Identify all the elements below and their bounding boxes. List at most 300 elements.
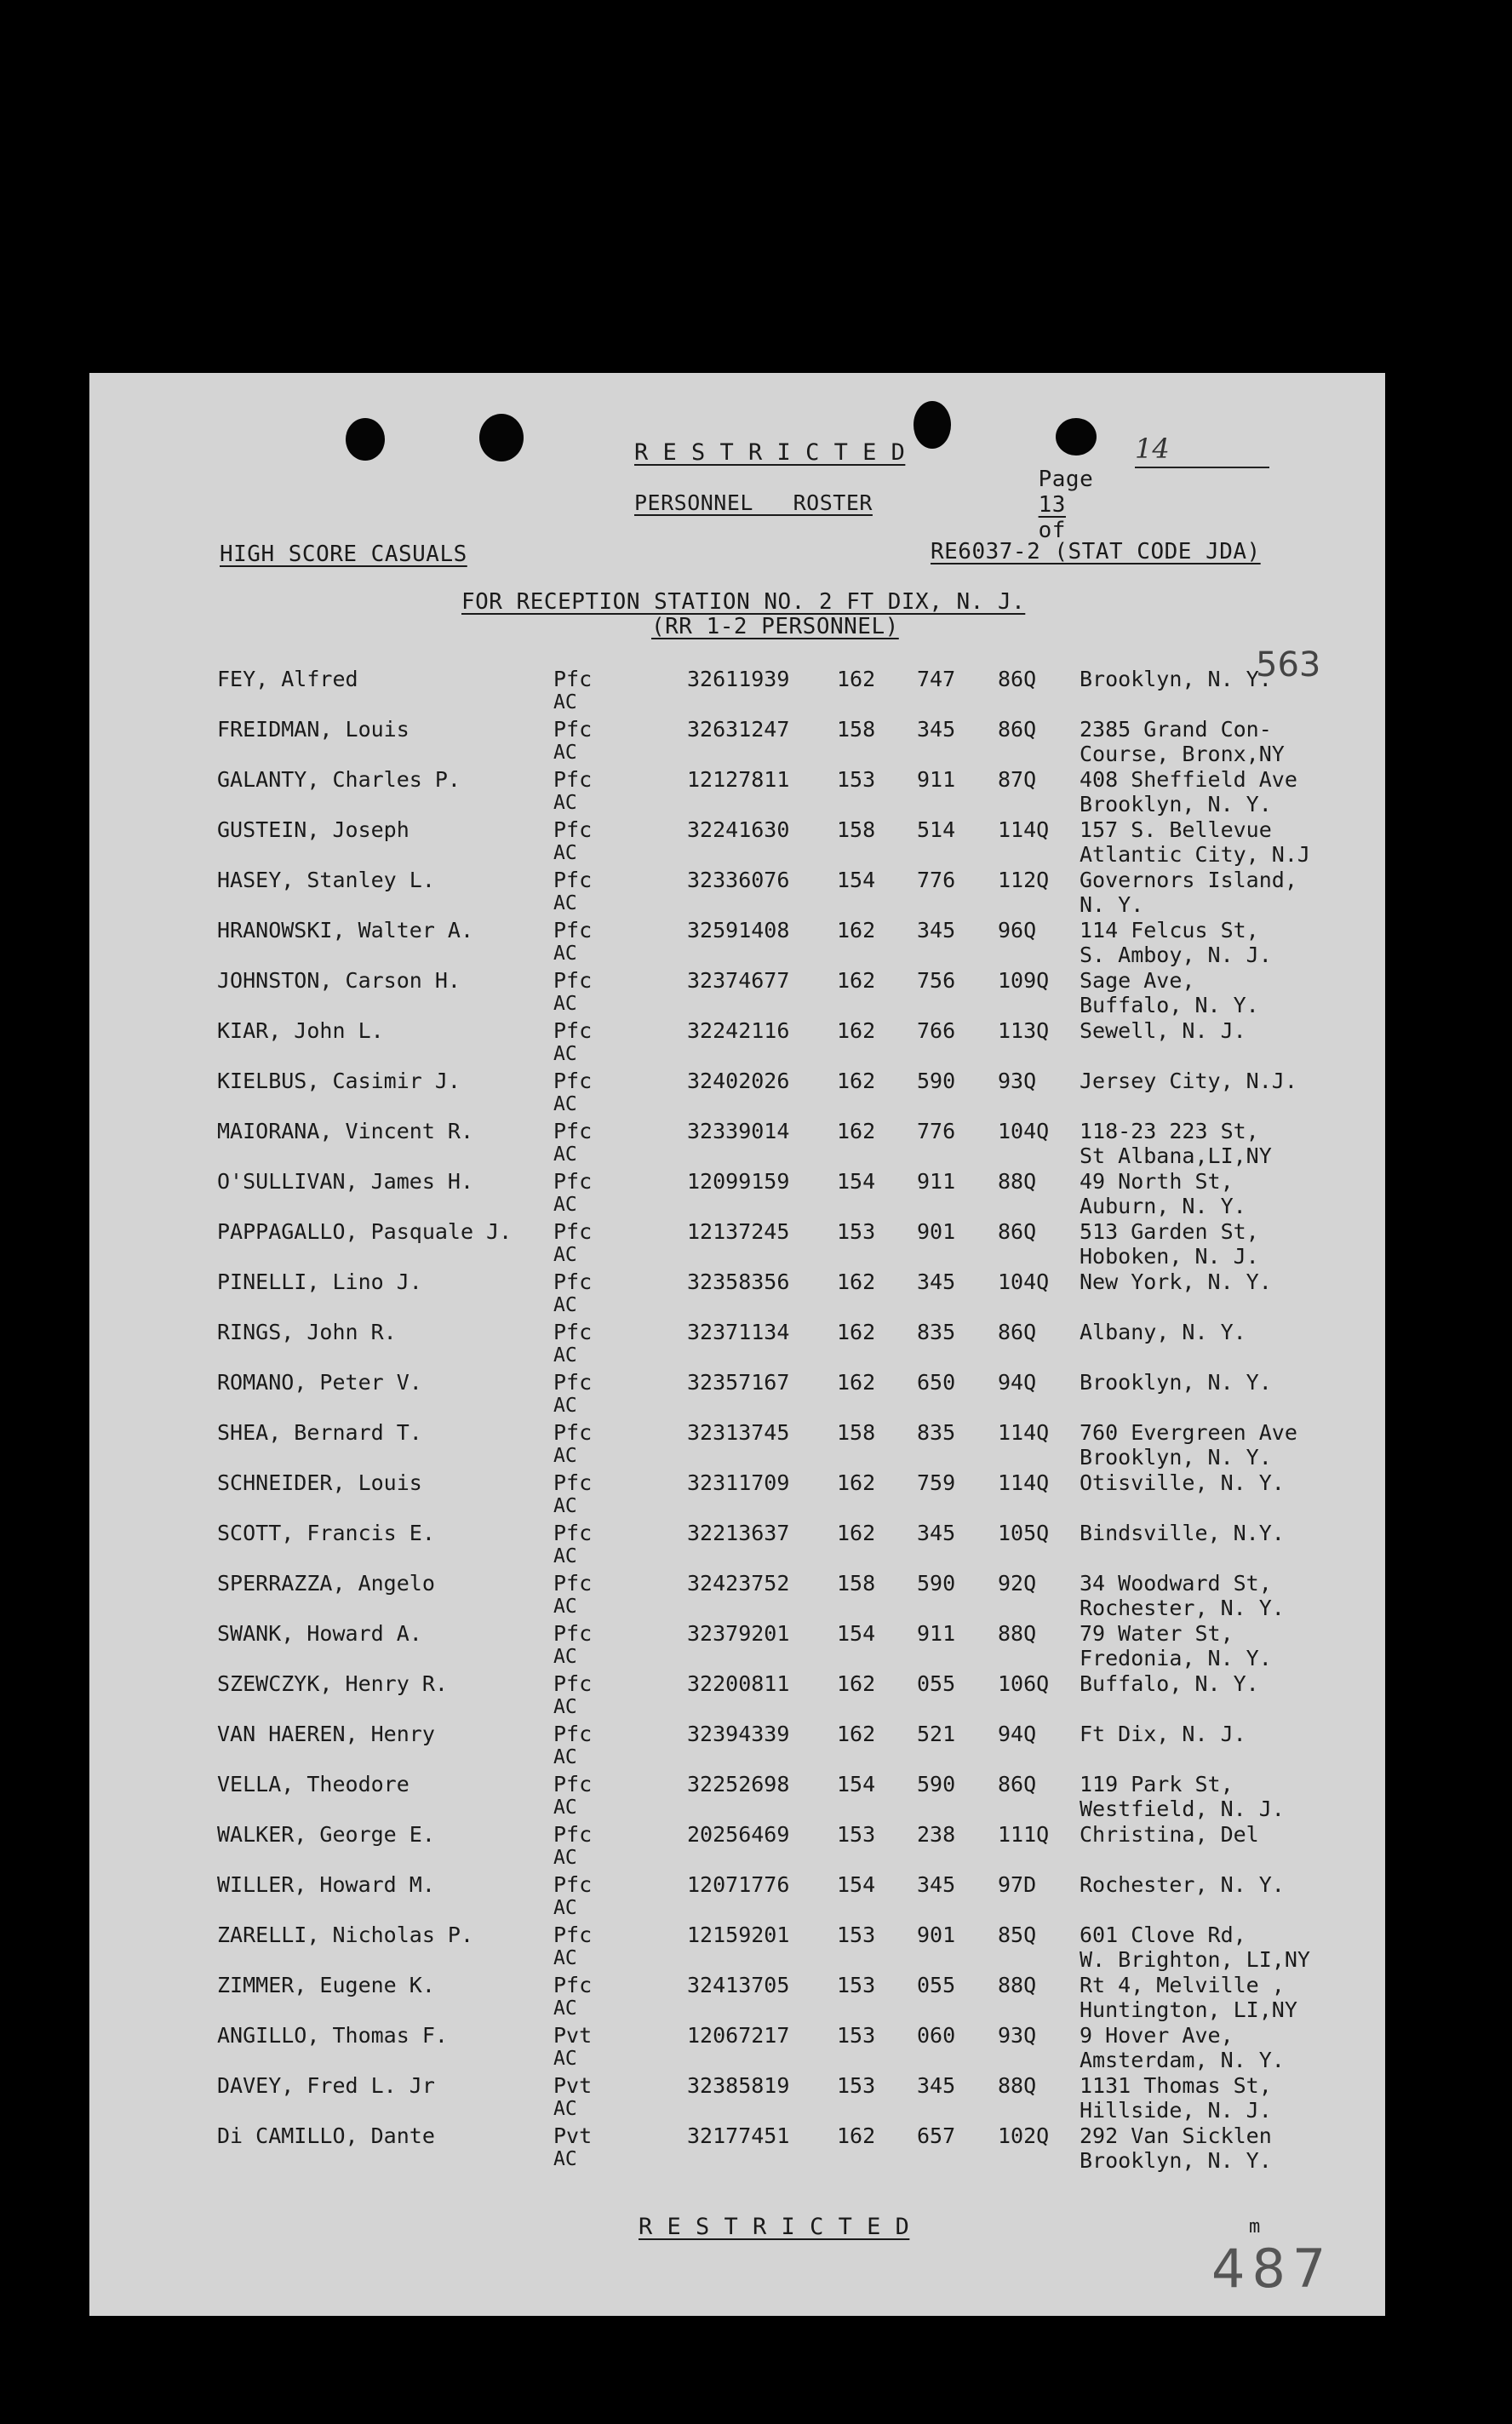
- code-1: 153: [837, 767, 876, 792]
- member-name: SCOTT, Francis E.: [217, 1521, 435, 1545]
- table-row: [89, 1872, 1385, 1923]
- code-3: 113Q: [998, 1018, 1050, 1043]
- code-3: 104Q: [998, 1119, 1050, 1143]
- code-1: 153: [837, 2023, 876, 2048]
- address-line-2: S. Amboy, N. J.: [1080, 943, 1272, 967]
- branch: AC: [553, 1194, 577, 1216]
- address-line-2: W. Brighton, LI,NY: [1080, 1947, 1310, 1972]
- rank: Pfc: [553, 1420, 593, 1445]
- code-2: 345: [917, 1269, 956, 1294]
- rank: Pvt: [553, 2123, 593, 2148]
- page-total-underline: [1135, 467, 1269, 468]
- branch: AC: [553, 1596, 577, 1618]
- address-line-1: Rochester, N. Y.: [1080, 1872, 1285, 1897]
- address-line-1: Brooklyn, N. Y.: [1080, 1370, 1272, 1395]
- code-1: 162: [837, 1671, 876, 1696]
- table-row: [89, 1822, 1385, 1872]
- member-name: FREIDMAN, Louis: [217, 717, 410, 742]
- rank: Pfc: [553, 1722, 593, 1746]
- code-2: 911: [917, 1621, 956, 1646]
- code-2: 521: [917, 1722, 956, 1746]
- address-line-1: Christina, Del: [1080, 1822, 1259, 1847]
- branch: AC: [553, 993, 577, 1015]
- code-1: 153: [837, 2073, 876, 2098]
- table-row: [89, 1973, 1385, 2023]
- branch: AC: [553, 1847, 577, 1869]
- serial-number: 12159201: [687, 1923, 790, 1947]
- address-line-2: Westfield, N. J.: [1080, 1797, 1285, 1821]
- code-2: 060: [917, 2023, 956, 2048]
- address-line-2: Brooklyn, N. Y.: [1080, 792, 1272, 817]
- code-3: 106Q: [998, 1671, 1050, 1696]
- branch: AC: [553, 2098, 577, 2120]
- table-row: [89, 717, 1385, 767]
- table-row: [89, 1069, 1385, 1119]
- address-line-1: Brooklyn, N. Y.: [1080, 667, 1272, 691]
- branch: AC: [553, 2148, 577, 2170]
- code-1: 162: [837, 2123, 876, 2148]
- code-2: 055: [917, 1973, 956, 1997]
- table-row: [89, 1521, 1385, 1571]
- address-line-1: Sewell, N. J.: [1080, 1018, 1246, 1043]
- code-3: 85Q: [998, 1923, 1037, 1947]
- branch: AC: [553, 1696, 577, 1718]
- serial-number: 32385819: [687, 2073, 790, 2098]
- code-1: 154: [837, 1772, 876, 1797]
- code-2: 776: [917, 868, 956, 892]
- code-2: 345: [917, 918, 956, 943]
- rank: Pfc: [553, 1621, 593, 1646]
- serial-number: 32177451: [687, 2123, 790, 2148]
- rank: Pfc: [553, 1772, 593, 1797]
- branch: AC: [553, 2048, 577, 2070]
- rank: Pfc: [553, 667, 593, 691]
- address-line-1: 34 Woodward St,: [1080, 1571, 1272, 1596]
- branch: AC: [553, 1997, 577, 2020]
- member-name: SHEA, Bernard T.: [217, 1420, 422, 1445]
- code-3: 88Q: [998, 1621, 1037, 1646]
- document-sheet: [89, 373, 1385, 2316]
- code-3: 97D: [998, 1872, 1037, 1897]
- table-row: [89, 2023, 1385, 2073]
- code-2: 055: [917, 1671, 956, 1696]
- page-total-handwritten: 14: [1135, 433, 1170, 465]
- member-name: DAVEY, Fred L. Jr: [217, 2073, 435, 2098]
- branch: AC: [553, 1495, 577, 1517]
- address-line-1: Ft Dix, N. J.: [1080, 1722, 1246, 1746]
- page-label: Page: [1038, 467, 1094, 492]
- address-line-1: 79 Water St,: [1080, 1621, 1234, 1646]
- address-line-1: 1131 Thomas St,: [1080, 2073, 1272, 2098]
- member-name: KIELBUS, Casimir J.: [217, 1069, 461, 1093]
- serial-number: 32357167: [687, 1370, 790, 1395]
- code-3: 114Q: [998, 817, 1050, 842]
- table-row: [89, 1219, 1385, 1269]
- serial-number: 32339014: [687, 1119, 790, 1143]
- footer-mark: m: [1249, 2216, 1261, 2238]
- address-line-1: 157 S. Bellevue: [1080, 817, 1272, 842]
- address-line-2: Auburn, N. Y.: [1080, 1194, 1246, 1218]
- code-1: 162: [837, 1119, 876, 1143]
- table-row: [89, 1722, 1385, 1772]
- branch: AC: [553, 1646, 577, 1668]
- branch: AC: [553, 742, 577, 764]
- code-3: 102Q: [998, 2123, 1050, 2148]
- branch: AC: [553, 1445, 577, 1467]
- code-3: 88Q: [998, 1973, 1037, 1997]
- table-row: [89, 2073, 1385, 2123]
- serial-number: 32358356: [687, 1269, 790, 1294]
- rank: Pfc: [553, 1923, 593, 1947]
- address-line-2: Hoboken, N. J.: [1080, 1244, 1259, 1269]
- serial-number: 12137245: [687, 1219, 790, 1244]
- code-1: 153: [837, 1219, 876, 1244]
- punch-hole-2: [479, 414, 524, 461]
- code-3: 112Q: [998, 868, 1050, 892]
- table-row: [89, 2123, 1385, 2174]
- serial-number: 32336076: [687, 868, 790, 892]
- rank: Pfc: [553, 1269, 593, 1294]
- serial-number: 32311709: [687, 1470, 790, 1495]
- address-line-1: 513 Garden St,: [1080, 1219, 1259, 1244]
- rank: Pfc: [553, 1571, 593, 1596]
- code-3: 87Q: [998, 767, 1037, 792]
- roster-category: HIGH SCORE CASUALS: [220, 542, 467, 567]
- address-line-1: Sage Ave,: [1080, 968, 1195, 993]
- rank: Pfc: [553, 817, 593, 842]
- code-2: 345: [917, 717, 956, 742]
- member-name: RINGS, John R.: [217, 1320, 397, 1344]
- rank: Pvt: [553, 2023, 593, 2048]
- code-1: 162: [837, 1018, 876, 1043]
- member-name: ANGILLO, Thomas F.: [217, 2023, 448, 2048]
- code-2: 238: [917, 1822, 956, 1847]
- serial-number: 32611939: [687, 667, 790, 691]
- rank: Pvt: [553, 2073, 593, 2098]
- branch: AC: [553, 1244, 577, 1266]
- member-name: JOHNSTON, Carson H.: [217, 968, 461, 993]
- serial-number: 32241630: [687, 817, 790, 842]
- code-2: 759: [917, 1470, 956, 1495]
- stat-code: RE6037-2 (STAT CODE JDA): [931, 539, 1261, 564]
- branch: AC: [553, 1746, 577, 1768]
- member-name: GALANTY, Charles P.: [217, 767, 461, 792]
- address-line-1: 760 Evergreen Ave: [1080, 1420, 1297, 1445]
- member-name: FEY, Alfred: [217, 667, 358, 691]
- address-line-1: Otisville, N. Y.: [1080, 1470, 1285, 1495]
- rank: Pfc: [553, 1671, 593, 1696]
- code-3: 86Q: [998, 1219, 1037, 1244]
- code-3: 94Q: [998, 1370, 1037, 1395]
- code-1: 154: [837, 1621, 876, 1646]
- branch: AC: [553, 1143, 577, 1166]
- code-1: 162: [837, 918, 876, 943]
- member-name: VAN HAEREN, Henry: [217, 1722, 435, 1746]
- address-line-1: Buffalo, N. Y.: [1080, 1671, 1259, 1696]
- serial-number: 32313745: [687, 1420, 790, 1445]
- rank: Pfc: [553, 767, 593, 792]
- code-1: 162: [837, 1069, 876, 1093]
- table-row: [89, 1018, 1385, 1069]
- address-line-2: St Albana,LI,NY: [1080, 1143, 1272, 1168]
- code-3: 104Q: [998, 1269, 1050, 1294]
- address-line-1: 49 North St,: [1080, 1169, 1234, 1194]
- code-3: 92Q: [998, 1571, 1037, 1596]
- serial-number: 12067217: [687, 2023, 790, 2048]
- code-2: 901: [917, 1923, 956, 1947]
- code-3: 114Q: [998, 1420, 1050, 1445]
- address-line-2: Hillside, N. J.: [1080, 2098, 1272, 2123]
- branch: AC: [553, 691, 577, 713]
- code-1: 162: [837, 1521, 876, 1545]
- address-line-1: Rt 4, Melville ,: [1080, 1973, 1285, 1997]
- rank: Pfc: [553, 1872, 593, 1897]
- address-line-1: Bindsville, N.Y.: [1080, 1521, 1285, 1545]
- code-1: 162: [837, 1269, 876, 1294]
- code-3: 93Q: [998, 2023, 1037, 2048]
- rank: Pfc: [553, 1219, 593, 1244]
- code-1: 154: [837, 1872, 876, 1897]
- branch: AC: [553, 1947, 577, 1969]
- code-2: 835: [917, 1320, 956, 1344]
- code-2: 911: [917, 767, 956, 792]
- rank: Pfc: [553, 1320, 593, 1344]
- address-line-1: 292 Van Sicklen: [1080, 2123, 1272, 2148]
- code-2: 514: [917, 817, 956, 842]
- branch: AC: [553, 1043, 577, 1065]
- code-3: 86Q: [998, 667, 1037, 691]
- member-name: HRANOWSKI, Walter A.: [217, 918, 474, 943]
- address-line-2: Rochester, N. Y.: [1080, 1596, 1285, 1620]
- table-row: [89, 1169, 1385, 1219]
- code-2: 345: [917, 2073, 956, 2098]
- address-line-1: Jersey City, N.J.: [1080, 1069, 1297, 1093]
- branch: AC: [553, 1897, 577, 1919]
- serial-number: 32213637: [687, 1521, 790, 1545]
- table-row: [89, 968, 1385, 1018]
- serial-number: 20256469: [687, 1822, 790, 1847]
- serial-number: 32379201: [687, 1621, 790, 1646]
- table-row: [89, 1119, 1385, 1169]
- serial-number: 12099159: [687, 1169, 790, 1194]
- member-name: HASEY, Stanley L.: [217, 868, 435, 892]
- stamp-number: 563: [1256, 645, 1321, 685]
- code-2: 590: [917, 1772, 956, 1797]
- code-3: 94Q: [998, 1722, 1037, 1746]
- address-line-1: 2385 Grand Con-: [1080, 717, 1272, 742]
- address-line-2: Huntington, LI,NY: [1080, 1997, 1297, 2022]
- table-row: [89, 1470, 1385, 1521]
- address-line-1: Governors Island,: [1080, 868, 1297, 892]
- code-2: 835: [917, 1420, 956, 1445]
- code-1: 153: [837, 1973, 876, 1997]
- rank: Pfc: [553, 1018, 593, 1043]
- member-name: WALKER, George E.: [217, 1822, 435, 1847]
- address-line-1: 601 Clove Rd,: [1080, 1923, 1246, 1947]
- code-3: 86Q: [998, 717, 1037, 742]
- code-2: 911: [917, 1169, 956, 1194]
- branch: AC: [553, 1344, 577, 1367]
- handwritten-number: 487: [1211, 2238, 1333, 2300]
- roster-subtitle: (RR 1-2 PERSONNEL): [651, 614, 899, 639]
- serial-number: 12127811: [687, 767, 790, 792]
- member-name: VELLA, Theodore: [217, 1772, 410, 1797]
- serial-number: 32413705: [687, 1973, 790, 1997]
- branch: AC: [553, 943, 577, 965]
- branch: AC: [553, 1797, 577, 1819]
- code-1: 162: [837, 667, 876, 691]
- rank: Pfc: [553, 1370, 593, 1395]
- address-line-1: New York, N. Y.: [1080, 1269, 1272, 1294]
- member-name: ZIMMER, Eugene K.: [217, 1973, 435, 1997]
- serial-number: 32252698: [687, 1772, 790, 1797]
- table-row: [89, 1420, 1385, 1470]
- table-row: [89, 1320, 1385, 1370]
- code-3: 86Q: [998, 1772, 1037, 1797]
- branch: AC: [553, 1093, 577, 1115]
- code-1: 153: [837, 1923, 876, 1947]
- branch: AC: [553, 892, 577, 914]
- code-3: 93Q: [998, 1069, 1037, 1093]
- address-line-2: Fredonia, N. Y.: [1080, 1646, 1272, 1670]
- serial-number: 32242116: [687, 1018, 790, 1043]
- address-line-2: Course, Bronx,NY: [1080, 742, 1285, 766]
- member-name: SPERRAZZA, Angelo: [217, 1571, 435, 1596]
- code-1: 153: [837, 1822, 876, 1847]
- address-line-1: 408 Sheffield Ave: [1080, 767, 1297, 792]
- code-1: 158: [837, 1571, 876, 1596]
- rank: Pfc: [553, 1169, 593, 1194]
- code-2: 776: [917, 1119, 956, 1143]
- address-line-2: Buffalo, N. Y.: [1080, 993, 1259, 1017]
- code-2: 766: [917, 1018, 956, 1043]
- page-of-label: of: [1038, 518, 1066, 543]
- page-number: 13: [1038, 492, 1066, 518]
- code-2: 901: [917, 1219, 956, 1244]
- serial-number: 32371134: [687, 1320, 790, 1344]
- restricted-footer: R E S T R I C T E D: [639, 2214, 910, 2240]
- address-line-2: N. Y.: [1080, 892, 1144, 917]
- rank: Pfc: [553, 1470, 593, 1495]
- serial-number: 32374677: [687, 968, 790, 993]
- member-name: ROMANO, Peter V.: [217, 1370, 422, 1395]
- code-1: 162: [837, 1722, 876, 1746]
- serial-number: 32591408: [687, 918, 790, 943]
- member-name: ZARELLI, Nicholas P.: [217, 1923, 474, 1947]
- member-name: PINELLI, Lino J.: [217, 1269, 422, 1294]
- table-row: [89, 667, 1385, 717]
- serial-number: 32402026: [687, 1069, 790, 1093]
- member-name: MAIORANA, Vincent R.: [217, 1119, 474, 1143]
- branch: AC: [553, 1545, 577, 1567]
- code-3: 111Q: [998, 1822, 1050, 1847]
- serial-number: 32394339: [687, 1722, 790, 1746]
- rank: Pfc: [553, 1119, 593, 1143]
- member-name: Di CAMILLO, Dante: [217, 2123, 435, 2148]
- code-3: 96Q: [998, 918, 1037, 943]
- rank: Pfc: [553, 1069, 593, 1093]
- rank: Pfc: [553, 968, 593, 993]
- code-1: 158: [837, 1420, 876, 1445]
- code-2: 650: [917, 1370, 956, 1395]
- address-line-2: Brooklyn, N. Y.: [1080, 2148, 1272, 2173]
- code-2: 747: [917, 667, 956, 691]
- code-1: 162: [837, 1320, 876, 1344]
- table-row: [89, 817, 1385, 868]
- address-line-2: Atlantic City, N.J: [1080, 842, 1310, 867]
- code-3: 88Q: [998, 2073, 1037, 2098]
- code-3: 114Q: [998, 1470, 1050, 1495]
- address-line-1: 9 Hover Ave,: [1080, 2023, 1234, 2048]
- code-1: 162: [837, 1370, 876, 1395]
- code-2: 657: [917, 2123, 956, 2148]
- member-name: KIAR, John L.: [217, 1018, 384, 1043]
- code-1: 158: [837, 817, 876, 842]
- restricted-header: R E S T R I C T E D: [634, 439, 906, 466]
- serial-number: 12071776: [687, 1872, 790, 1897]
- code-3: 105Q: [998, 1521, 1050, 1545]
- branch: AC: [553, 1294, 577, 1316]
- punch-hole-1: [346, 418, 385, 461]
- code-2: 590: [917, 1069, 956, 1093]
- member-name: PAPPAGALLO, Pasquale J.: [217, 1219, 513, 1244]
- code-3: 86Q: [998, 1320, 1037, 1344]
- table-row: [89, 767, 1385, 817]
- rank: Pfc: [553, 1973, 593, 1997]
- rank: Pfc: [553, 1521, 593, 1545]
- code-1: 154: [837, 1169, 876, 1194]
- address-line-1: 118-23 223 St,: [1080, 1119, 1259, 1143]
- table-row: [89, 868, 1385, 918]
- table-row: [89, 1772, 1385, 1822]
- table-row: [89, 918, 1385, 968]
- table-row: [89, 1370, 1385, 1420]
- address-line-2: Amsterdam, N. Y.: [1080, 2048, 1285, 2072]
- code-2: 345: [917, 1872, 956, 1897]
- code-1: 158: [837, 717, 876, 742]
- member-name: SWANK, Howard A.: [217, 1621, 422, 1646]
- table-row: [89, 1621, 1385, 1671]
- rank: Pfc: [553, 717, 593, 742]
- punch-hole-3: [914, 401, 951, 449]
- rank: Pfc: [553, 1822, 593, 1847]
- code-1: 162: [837, 1470, 876, 1495]
- member-name: WILLER, Howard M.: [217, 1872, 435, 1897]
- address-line-1: Albany, N. Y.: [1080, 1320, 1246, 1344]
- code-2: 590: [917, 1571, 956, 1596]
- address-line-1: 114 Felcus St,: [1080, 918, 1259, 943]
- table-row: [89, 1269, 1385, 1320]
- reception-station: FOR RECEPTION STATION NO. 2 FT DIX, N. J.: [461, 589, 1026, 615]
- address-line-1: 119 Park St,: [1080, 1772, 1234, 1797]
- table-row: [89, 1923, 1385, 1973]
- serial-number: 32423752: [687, 1571, 790, 1596]
- table-row: [89, 1671, 1385, 1722]
- member-name: O'SULLIVAN, James H.: [217, 1169, 474, 1194]
- code-3: 88Q: [998, 1169, 1037, 1194]
- code-1: 154: [837, 868, 876, 892]
- member-name: SCHNEIDER, Louis: [217, 1470, 422, 1495]
- serial-number: 32631247: [687, 717, 790, 742]
- branch: AC: [553, 792, 577, 814]
- member-name: SZEWCZYK, Henry R.: [217, 1671, 448, 1696]
- table-row: [89, 1571, 1385, 1621]
- rank: Pfc: [553, 918, 593, 943]
- serial-number: 32200811: [687, 1671, 790, 1696]
- address-line-2: Brooklyn, N. Y.: [1080, 1445, 1272, 1470]
- code-2: 345: [917, 1521, 956, 1545]
- code-2: 756: [917, 968, 956, 993]
